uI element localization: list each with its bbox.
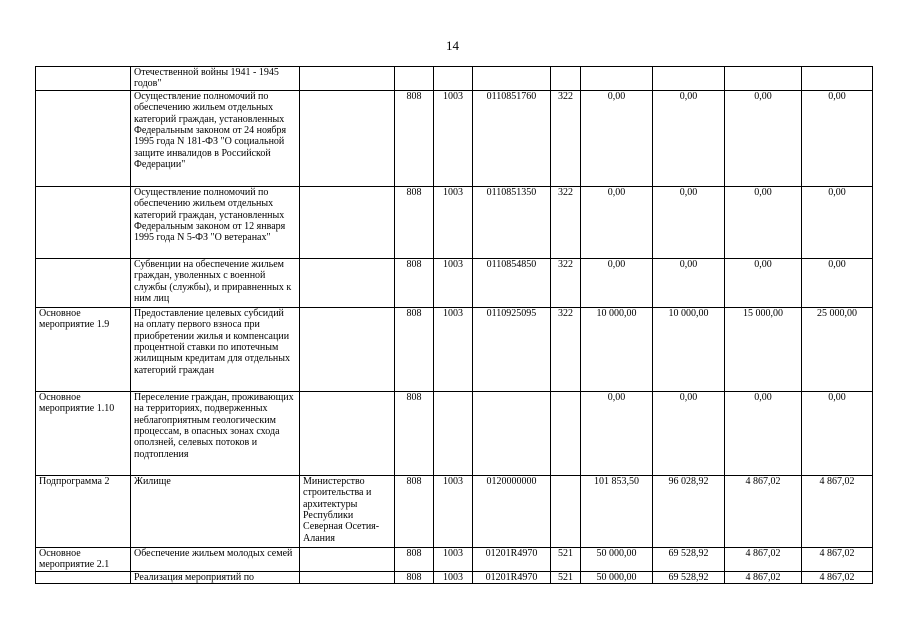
- expense-type-cell: 322: [551, 258, 581, 307]
- measure-cell: Обеспечение жильем молодых семей: [131, 547, 300, 571]
- expense-type-cell: 322: [551, 90, 581, 186]
- executor-cell: [300, 67, 395, 91]
- table-row: [36, 258, 873, 307]
- grbs-code-cell: 808: [395, 307, 434, 391]
- table-row: [36, 547, 873, 571]
- amount-year-2-cell: 69 528,92: [653, 547, 725, 571]
- expense-type-cell: [551, 391, 581, 475]
- section-code-cell: [434, 67, 473, 91]
- program-cell: Основное мероприятие 1.9: [36, 307, 131, 391]
- section-code-cell: 1003: [434, 307, 473, 391]
- program-cell: [36, 67, 131, 91]
- amount-year-4-cell: [802, 67, 873, 91]
- amount-year-2-cell: 0,00: [653, 90, 725, 186]
- executor-cell: Министерство строительства и архитектуры Республики Северная Осетия-Алания: [300, 475, 395, 547]
- amount-year-3-cell: 4 867,02: [725, 475, 802, 547]
- page-number: 14: [446, 38, 459, 53]
- program-cell: Подпрограмма 2: [36, 475, 131, 547]
- amount-year-1-cell: 0,00: [581, 186, 653, 258]
- section-code-cell: 1003: [434, 571, 473, 583]
- table-row: [36, 90, 873, 186]
- target-article-cell: 01201R4970: [473, 547, 551, 571]
- amount-year-2-cell: 0,00: [653, 391, 725, 475]
- expense-type-cell: 322: [551, 186, 581, 258]
- grbs-code-cell: 808: [395, 90, 434, 186]
- target-article-cell: [473, 391, 551, 475]
- grbs-code-cell: 808: [395, 475, 434, 547]
- measure-cell: Осуществление полномочий по обеспечению жильем отдельных категорий граждан, установленных Федеральным законом от 12 января 1995 года N 5-ФЗ "О ветеранах": [131, 186, 300, 258]
- section-code-cell: 1003: [434, 547, 473, 571]
- executor-cell: [300, 571, 395, 583]
- measure-cell: Жилище: [131, 475, 300, 547]
- executor-cell: [300, 391, 395, 475]
- program-cell: [36, 258, 131, 307]
- amount-year-1-cell: 101 853,50: [581, 475, 653, 547]
- expense-type-cell: 521: [551, 547, 581, 571]
- executor-cell: [300, 258, 395, 307]
- executor-cell: [300, 547, 395, 571]
- table-row: [36, 67, 873, 91]
- measure-cell: Субвенции на обеспечение жильем граждан, уволенных с военной службы (службы), и приравненных к ним лиц: [131, 258, 300, 307]
- grbs-code-cell: 808: [395, 547, 434, 571]
- expense-type-cell: 322: [551, 307, 581, 391]
- grbs-code-cell: 808: [395, 391, 434, 475]
- amount-year-2-cell: 0,00: [653, 186, 725, 258]
- grbs-code-cell: 808: [395, 186, 434, 258]
- program-cell: [36, 571, 131, 583]
- section-code-cell: 1003: [434, 90, 473, 186]
- amount-year-4-cell: 4 867,02: [802, 475, 873, 547]
- amount-year-3-cell: 0,00: [725, 391, 802, 475]
- expense-type-cell: [551, 475, 581, 547]
- table-row: [36, 391, 873, 475]
- program-cell: Основное мероприятие 2.1: [36, 547, 131, 571]
- program-cell: [36, 90, 131, 186]
- executor-cell: [300, 186, 395, 258]
- amount-year-3-cell: 0,00: [725, 186, 802, 258]
- amount-year-4-cell: 4 867,02: [802, 547, 873, 571]
- amount-year-4-cell: 25 000,00: [802, 307, 873, 391]
- section-code-cell: 1003: [434, 475, 473, 547]
- measure-cell: Переселение граждан, проживающих на территориях, подверженных неблагоприятным геологическим процессам, в опасных зонах схода оползней, селевых потоков и подтопления: [131, 391, 300, 475]
- amount-year-1-cell: 50 000,00: [581, 547, 653, 571]
- amount-year-4-cell: 0,00: [802, 258, 873, 307]
- amount-year-1-cell: 0,00: [581, 391, 653, 475]
- table-row: [36, 307, 873, 391]
- program-cell: [36, 186, 131, 258]
- amount-year-4-cell: 0,00: [802, 391, 873, 475]
- amount-year-1-cell: 0,00: [581, 90, 653, 186]
- amount-year-1-cell: 0,00: [581, 258, 653, 307]
- measure-cell: Осуществление полномочий по обеспечению жильем отдельных категорий граждан, установленных Федеральным законом от 24 ноября 1995 года N 181-ФЗ "О социальной защите инвалидов в Российской Федерации": [131, 90, 300, 186]
- target-article-cell: [473, 67, 551, 91]
- table-row: [36, 475, 873, 547]
- amount-year-1-cell: 10 000,00: [581, 307, 653, 391]
- amount-year-3-cell: 4 867,02: [725, 547, 802, 571]
- target-article-cell: 0110854850: [473, 258, 551, 307]
- expense-type-cell: 521: [551, 571, 581, 583]
- section-code-cell: [434, 391, 473, 475]
- amount-year-4-cell: 4 867,02: [802, 571, 873, 583]
- amount-year-2-cell: 69 528,92: [653, 571, 725, 583]
- amount-year-3-cell: [725, 67, 802, 91]
- target-article-cell: 01201R4970: [473, 571, 551, 583]
- amount-year-2-cell: 10 000,00: [653, 307, 725, 391]
- program-cell: Основное мероприятие 1.10: [36, 391, 131, 475]
- target-article-cell: 0110925095: [473, 307, 551, 391]
- amount-year-2-cell: 0,00: [653, 258, 725, 307]
- amount-year-3-cell: 0,00: [725, 90, 802, 186]
- grbs-code-cell: [395, 67, 434, 91]
- measure-cell: Отечественной войны 1941 - 1945 годов": [131, 67, 300, 91]
- target-article-cell: 0110851350: [473, 186, 551, 258]
- amount-year-1-cell: [581, 67, 653, 91]
- table-row: [36, 186, 873, 258]
- table-row: [36, 571, 873, 583]
- section-code-cell: 1003: [434, 258, 473, 307]
- budget-table: [35, 66, 873, 584]
- grbs-code-cell: 808: [395, 258, 434, 307]
- executor-cell: [300, 307, 395, 391]
- amount-year-3-cell: 0,00: [725, 258, 802, 307]
- amount-year-2-cell: 96 028,92: [653, 475, 725, 547]
- target-article-cell: 0120000000: [473, 475, 551, 547]
- amount-year-1-cell: 50 000,00: [581, 571, 653, 583]
- target-article-cell: 0110851760: [473, 90, 551, 186]
- amount-year-4-cell: 0,00: [802, 186, 873, 258]
- executor-cell: [300, 90, 395, 186]
- expense-type-cell: [551, 67, 581, 91]
- measure-cell: Предоставление целевых субсидий на оплату первого взноса при приобретении жилья и компенсации процентной ставки по ипотечным жилищным кредитам для отдельных категорий граждан: [131, 307, 300, 391]
- amount-year-4-cell: 0,00: [802, 90, 873, 186]
- amount-year-2-cell: [653, 67, 725, 91]
- measure-cell: Реализация мероприятий по: [131, 571, 300, 583]
- amount-year-3-cell: 4 867,02: [725, 571, 802, 583]
- section-code-cell: 1003: [434, 186, 473, 258]
- grbs-code-cell: 808: [395, 571, 434, 583]
- amount-year-3-cell: 15 000,00: [725, 307, 802, 391]
